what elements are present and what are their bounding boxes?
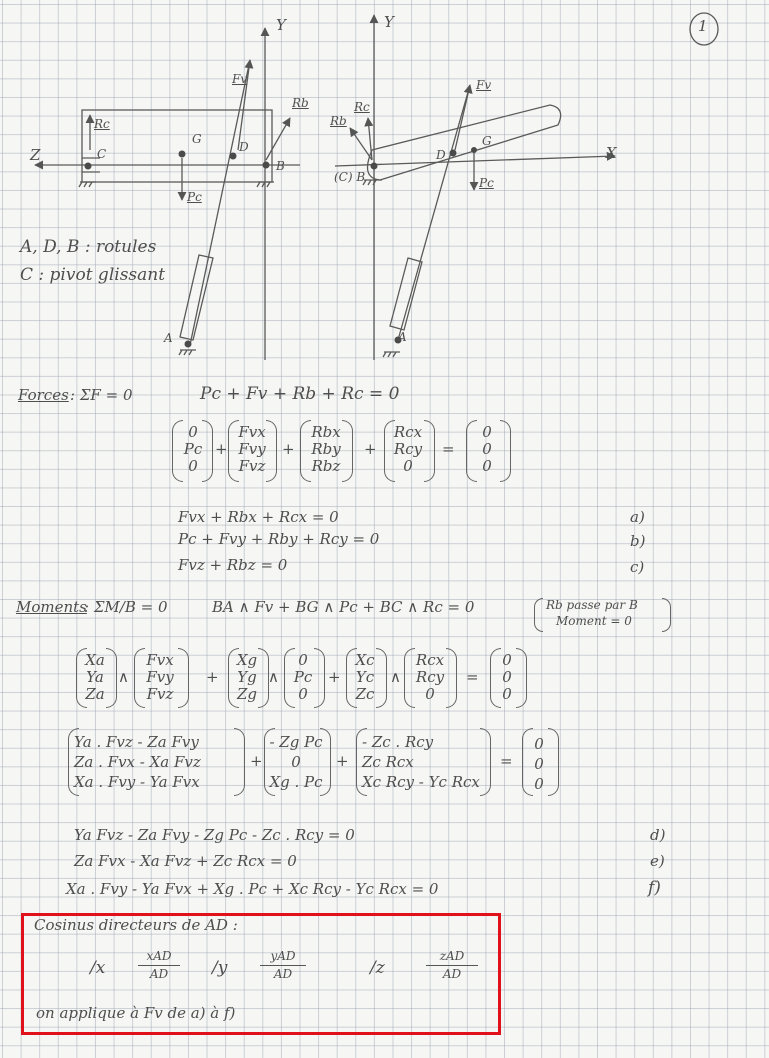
left-fv-label: Fv [232, 72, 248, 86]
moments-equation-f-tag: f) [648, 878, 661, 898]
right-axis-x-label: X [606, 144, 617, 162]
right-point-g: G [482, 134, 492, 148]
forces-sum: : ΣF = 0 [70, 386, 133, 404]
right-actuator [390, 258, 422, 330]
forces-equation-c-tag: c) [630, 558, 645, 576]
left-actuator [180, 255, 213, 340]
moments-sum: : ΣM/B = 0 [84, 598, 168, 616]
cosine-x-axis: /x [90, 958, 106, 978]
left-point-d: D [239, 140, 249, 154]
right-axis-y-label: Y [384, 13, 394, 31]
forces-vector-equation: Pc + Fv + Rb + Rc = 0 [200, 384, 400, 404]
left-rc-label: Rc [94, 117, 110, 131]
forces-equation-a: Fvx + Rbx + Rcx = 0 [178, 508, 339, 526]
cosine-y-axis: /y [212, 958, 228, 978]
forces-equation-b-tag: b) [630, 532, 646, 550]
right-rb-arrow [350, 128, 372, 160]
cosine-y-fraction: yAD AD [260, 948, 306, 983]
right-point-d: D [436, 148, 446, 162]
left-rb-arrow [266, 118, 290, 160]
right-rod [398, 85, 470, 340]
moments-note-line-1: Rb passe par B [546, 598, 638, 612]
right-beam-outline [368, 105, 561, 180]
left-point-c: C [97, 147, 107, 161]
forces-equation-c: Fvz + Rbz = 0 [178, 556, 288, 574]
right-fv-label: Fv [476, 78, 492, 92]
moments-heading: Moments [16, 598, 87, 616]
moments-equation-d: Ya Fvz - Za Fvy - Zg Pc - Zc . Rcy = 0 [74, 826, 355, 844]
mechanism-sketches [0, 0, 769, 380]
left-point-g: G [192, 132, 202, 146]
joints-line-2: C : pivot glissant [20, 265, 166, 285]
right-point-cb: (C) B [334, 170, 366, 184]
cosines-apply-note: on applique à Fv de a) à f) [36, 1004, 236, 1022]
right-fv-arrow [455, 85, 470, 150]
moments-vector-equation: BA ∧ Fv + BG ∧ Pc + BC ∧ Rc = 0 [212, 598, 475, 616]
moments-equation-e-tag: e) [650, 852, 665, 870]
right-rc-label: Rc [354, 100, 370, 114]
cosine-z-axis: /z [370, 958, 385, 978]
notebook-page: 1 Y Z Fv Rb Rc Pc C G D B A Y X Fv Rb Rc Pc (C) B D G A A, D, B : rotules C : pivot glissant Forces : ΣF = 0 Pc + Fv + Rb + Rc = 0 0 Pc 0 + Fvx Fvy Fvz + Rbx Rby Rbz + Rcx Rcy 0 = 0 0 0 Fvx + Rbx + Rcx = 0 a) Pc + Fvy + Rby + Rcy = 0 b) Fvz + Rbz = 0 c) Moments : ΣM/B = 0 BA ∧ Fv + BG ∧ Pc + BC ∧ Rc = 0 Rb passe par B Moment = 0 Xa Ya Za ∧ Fvx Fvy Fvz + Xg Yg Zg ∧ 0 Pc 0 + Xc Yc Zc ∧ Rcx Rcy 0 = 0 0 0 Ya . Fvz - Za Fvy Za . Fvx - Xa Fvz Xa . Fvy - Ya Fvx + - Zg Pc 0 Xg . Pc + - Zc . Rcy Zc Rcx Xc Rcy - Yc Rcx = 0 0 0 Ya Fvz - Za Fvy - Zg Pc - Zc . Rcy = 0 d) Za Fvx - Xa Fvz + Zc Rcx = 0 e) Xa . Fvy - Ya Fvx + Xg . Pc + Xc Rcy - Yc Rcx = 0 f) Cosinus directeurs de AD : /x xAD AD /y yAD AD /z zAD AD on applique à Fv de a) à f) [0, 0, 769, 1058]
moments-note-line-2: Moment = 0 [556, 614, 632, 628]
forces-equation-b: Pc + Fvy + Rby + Rcy = 0 [178, 530, 380, 548]
right-point-a: A [398, 330, 407, 344]
moments-equation-e: Za Fvx - Xa Fvz + Zc Rcx = 0 [74, 852, 297, 870]
left-axis-z-label: Z [30, 146, 41, 164]
moments-equation-f: Xa . Fvy - Ya Fvx + Xg . Pc + Xc Rcy - Yc Rcx = 0 [66, 880, 439, 898]
forces-equation-a-tag: a) [630, 508, 645, 526]
joints-line-1: A, D, B : rotules [20, 237, 157, 257]
moments-equation-d-tag: d) [650, 826, 666, 844]
right-pc-label: Pc [479, 176, 494, 190]
page-number: 1 [698, 17, 708, 35]
cosine-z-fraction: zAD AD [426, 948, 478, 983]
left-rb-label: Rb [292, 96, 309, 110]
right-rb-label: Rb [330, 114, 347, 128]
cosines-heading: Cosinus directeurs de AD : [34, 916, 238, 934]
left-point-a: A [164, 331, 173, 345]
left-point-b: B [276, 159, 285, 173]
cosine-x-fraction: xAD AD [138, 948, 180, 983]
forces-heading: Forces [18, 386, 69, 404]
left-pc-label: Pc [187, 190, 202, 204]
left-axis-y-label: Y [276, 16, 286, 34]
